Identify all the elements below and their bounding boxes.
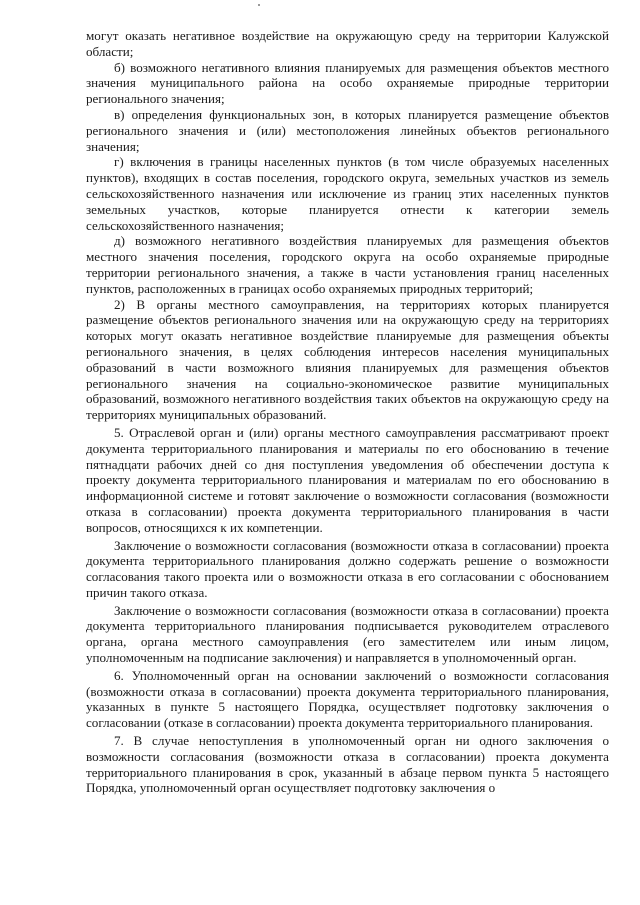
paragraph-clause-6: 6. Уполномоченный орган на основании заключений о возможности согласования (возможности отказа в согласовании) проекта документа территориального планирования, указанных в пункте 5 настоящего Порядка, осуществляет подготовку заключения о согласовании (отказе в согласовании) проекта документа территориального планирования. — [86, 667, 609, 731]
paragraph-clause-5: 5. Отраслевой орган и (или) органы местного самоуправления рассматривают проект документа территориального планирования и материалы по его обоснованию в течение пятнадцати рабочих дней со дня поступления уведомления об обеспечении доступа к проекту документа территориального планирования и материалам по его обоснованию в информационной системе и готовят заключение о возможности согласования (возможности отказа в согласовании) проекта документа территориального планирования в части вопросов, относящихся к их компетенции. — [86, 424, 609, 535]
paragraph-item-d: д) возможного негативного воздействия планируемых для размещения объектов местного значения поселения, городского округа на особо охраняемые природные территории регионального значения, а также в части установления границ населенных пунктов, расположенных в границах особо охраняемых природных территорий; — [86, 233, 609, 296]
document-page — [86, 28, 609, 796]
paragraph-conclusion-signing: Заключение о возможности согласования (возможности отказа в согласовании) проекта документа территориального планирования подписывается руководителем отраслевого органа, органа местного самоуправления (его заместителем или иным лицом, уполномоченным на подписание заключения) и направляется в уполномоченный орган. — [86, 602, 609, 666]
paragraph-conclusion-content: Заключение о возможности согласования (возможности отказа в согласовании) проекта документа территориального планирования должно содержать решение о возможности согласования такого проекта или о возможности отказа в его согласовании с обоснованием причин такого отказа. — [86, 537, 609, 600]
paragraph-clause-7: 7. В случае непоступления в уполномоченный орган ни одного заключения о возможности согласования (возможности отказа в согласовании) проекта документа территориального планирования в срок, указанный в абзаце первом пункта 5 настоящего Порядка, уполномоченный орган осуществляет подготовку заключения о — [86, 733, 609, 796]
scan-mark — [258, 4, 260, 6]
paragraph-item-v: в) определения функциональных зон, в которых планируется размещение объектов регионального значения и (или) местоположения линейных объектов регионального значения; — [86, 106, 609, 154]
paragraph-item-2: 2) В органы местного самоуправления, на территориях которых планируется размещение объектов регионального значения или на окружающую среду на территориях которых могут оказать негативное воздействие планируемые для размещения объекты регионального значения, в целях соблюдения интересов населения муниципальных образований в части возможного влияния планируемых для размещения объектов регионального значения на социально-экономическое развитие муниципальных образований, возможного негативного воздействия таких объектов на окружающую среду на территориях муниципальных образований. — [86, 296, 609, 423]
paragraph-item-b: б) возможного негативного влияния планируемых для размещения объектов местного значения муниципального района на особо охраняемые природные территории регионального значения; — [86, 59, 609, 107]
paragraph-continuation: могут оказать негативное воздействие на окружающую среду на территории Калужской области; — [86, 28, 609, 59]
paragraph-item-g: г) включения в границы населенных пунктов (в том числе образуемых населенных пунктов), входящих в состав поселения, городского округа, земельных участков из земель сельскохозяйственного назначения или исключение из границ этих населенных пунктов земельных участков, которые планируется отнести к категории земель сельскохозяйственного назначения; — [86, 154, 609, 233]
